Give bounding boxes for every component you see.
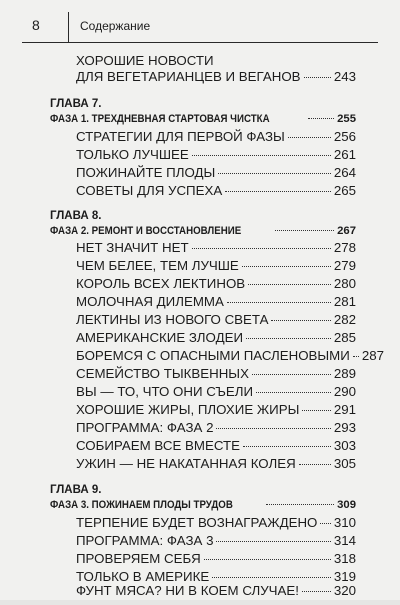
toc-entry-title: СОВЕТЫ ДЛЯ УСПЕХА	[76, 183, 223, 198]
dot-leader	[225, 191, 331, 192]
dot-leader	[266, 504, 335, 505]
toc-entry-title: ПРОГРАММА: ФАЗА 2	[76, 420, 214, 435]
toc-entry-line: ХОРОШИЕ НОВОСТИ	[76, 53, 214, 68]
toc-entry-page: 280	[333, 276, 356, 291]
toc-entry-page: 267	[337, 225, 356, 237]
toc-entry-page: 255	[337, 113, 356, 125]
toc-entry-title: ЧЕМ БЕЛЕЕ, ТЕМ ЛУЧШЕ	[76, 258, 239, 273]
toc-entry-page: 291	[333, 402, 356, 417]
dot-leader	[302, 591, 331, 592]
toc-entry-page: 320	[333, 583, 356, 598]
toc-entry-page: 282	[333, 312, 356, 327]
toc-entry-title: КОРОЛЬ ВСЕХ ЛЕКТИНОВ	[76, 276, 246, 291]
dot-leader	[275, 230, 334, 231]
toc-entry-page: 287	[361, 348, 385, 363]
toc-entry-title: ФАЗА 2. РЕМОНТ И ВОССТАНОВЛЕНИЕ	[50, 225, 242, 237]
dot-leader	[212, 577, 331, 578]
dot-leader	[299, 464, 331, 465]
toc-entry-title: ТОЛЬКО В АМЕРИКЕ	[76, 569, 210, 584]
dot-leader	[218, 173, 331, 174]
toc-entry-title: ТОЛЬКО ЛУЧШЕЕ	[76, 147, 189, 162]
dot-leader	[246, 338, 331, 339]
toc-entry[interactable]	[76, 456, 356, 478]
toc-entry-page: 265	[333, 183, 356, 198]
toc-entry-title: СЕМЕЙСТВО ТЫКВЕННЫХ	[76, 366, 249, 381]
toc-entry-page: 290	[333, 384, 356, 399]
toc-entry-page: 314	[333, 533, 356, 548]
toc-entry-page: 243	[333, 69, 356, 84]
toc-entry-page: 319	[333, 569, 356, 584]
toc-entry[interactable]	[76, 583, 356, 605]
toc-entry-title: ПОЖИНАЙТЕ ПЛОДЫ	[76, 165, 216, 180]
dot-leader	[271, 320, 330, 321]
dot-leader	[248, 284, 331, 285]
toc-entry-title: УЖИН — НЕ НАКАТАННАЯ КОЛЕЯ	[76, 456, 296, 471]
dot-leader	[216, 541, 330, 542]
toc-entry-title: СОБИРАЕМ ВСЕ ВМЕСТЕ	[76, 438, 240, 453]
dot-leader	[192, 248, 331, 249]
toc-entry-page: 279	[333, 258, 356, 273]
header-divider	[68, 12, 69, 43]
toc-entry[interactable]	[76, 69, 356, 91]
toc-entry-page: 318	[333, 551, 356, 566]
toc-entry-page: 289	[333, 366, 356, 381]
dot-leader	[256, 392, 331, 393]
toc-entry-title: МОЛОЧНАЯ ДИЛЕММА	[76, 294, 224, 309]
toc-entry-title: СТРАТЕГИИ ДЛЯ ПЕРВОЙ ФАЗЫ	[76, 129, 285, 144]
toc-entry-page: 278	[333, 240, 356, 255]
toc-entry-page: 310	[333, 515, 356, 530]
toc-entry-title: ВЫ — ТО, ЧТО ОНИ СЪЕЛИ	[76, 384, 254, 399]
toc-entry-page: 309	[337, 499, 356, 511]
dot-leader	[252, 374, 331, 375]
dot-leader	[243, 446, 331, 447]
toc-entry-page: 281	[333, 294, 356, 309]
chapter-label: ГЛАВА 9.	[50, 484, 102, 496]
dot-leader	[216, 428, 330, 429]
toc-entry-title: ФУНТ МЯСА? НИ В КОЕМ СЛУЧАЕ!	[76, 583, 299, 598]
dot-leader	[353, 356, 359, 357]
toc-entry-title: ХОРОШИЕ ЖИРЫ, ПЛОХИЕ ЖИРЫ	[76, 402, 300, 417]
toc-entry[interactable]	[76, 183, 356, 205]
toc-entry-title: ФАЗА 3. ПОЖИНАЕМ ПЛОДЫ ТРУДОВ	[50, 499, 233, 511]
dot-leader	[304, 77, 331, 78]
chapter-label: ГЛАВА 8.	[50, 210, 102, 222]
toc-entry-title: АМЕРИКАНСКИЕ ЗЛОДЕИ	[76, 330, 244, 345]
page-number: 8	[32, 17, 40, 33]
toc-entry-page: 261	[333, 147, 356, 162]
toc-entry-title: ФАЗА 1. ТРЕХДНЕВНАЯ СТАРТОВАЯ ЧИСТКА	[50, 113, 270, 125]
toc-entry-title: БОРЕМСЯ С ОПАСНЫМИ ПАСЛЕНОВЫМИ	[76, 348, 350, 363]
toc-entry-title: ПРОГРАММА: ФАЗА 3	[76, 533, 214, 548]
toc-entry-page: 264	[333, 165, 356, 180]
running-title: Содержание	[80, 19, 151, 33]
dot-leader	[288, 137, 331, 138]
dot-leader	[308, 118, 334, 119]
toc-entry-page: 293	[333, 420, 356, 435]
dot-leader	[227, 302, 331, 303]
chapter-label: ГЛАВА 7.	[50, 98, 102, 110]
toc-entry-title: ЛЕКТИНЫ ИЗ НОВОГО СВЕТА	[76, 312, 269, 327]
running-header	[22, 12, 378, 43]
dot-leader	[242, 266, 331, 267]
toc-entry-title: ПРОВЕРЯЕМ СЕБЯ	[76, 551, 201, 566]
toc-entry-page: 303	[333, 438, 356, 453]
toc-entry-title: ДЛЯ ВЕГЕТАРИАНЦЕВ И ВЕГАНОВ	[76, 69, 301, 84]
toc-entry-page: 256	[333, 129, 356, 144]
dot-leader	[204, 559, 331, 560]
toc-entry-page: 285	[333, 330, 356, 345]
toc-entry-page: 305	[333, 456, 356, 471]
dot-leader	[302, 410, 330, 411]
toc-entry-title: НЕТ ЗНАЧИТ НЕТ	[76, 240, 189, 255]
toc-entry-title: ТЕРПЕНИЕ БУДЕТ ВОЗНАГРАЖДЕНО	[76, 515, 318, 530]
dot-leader	[192, 155, 331, 156]
dot-leader	[320, 523, 330, 524]
